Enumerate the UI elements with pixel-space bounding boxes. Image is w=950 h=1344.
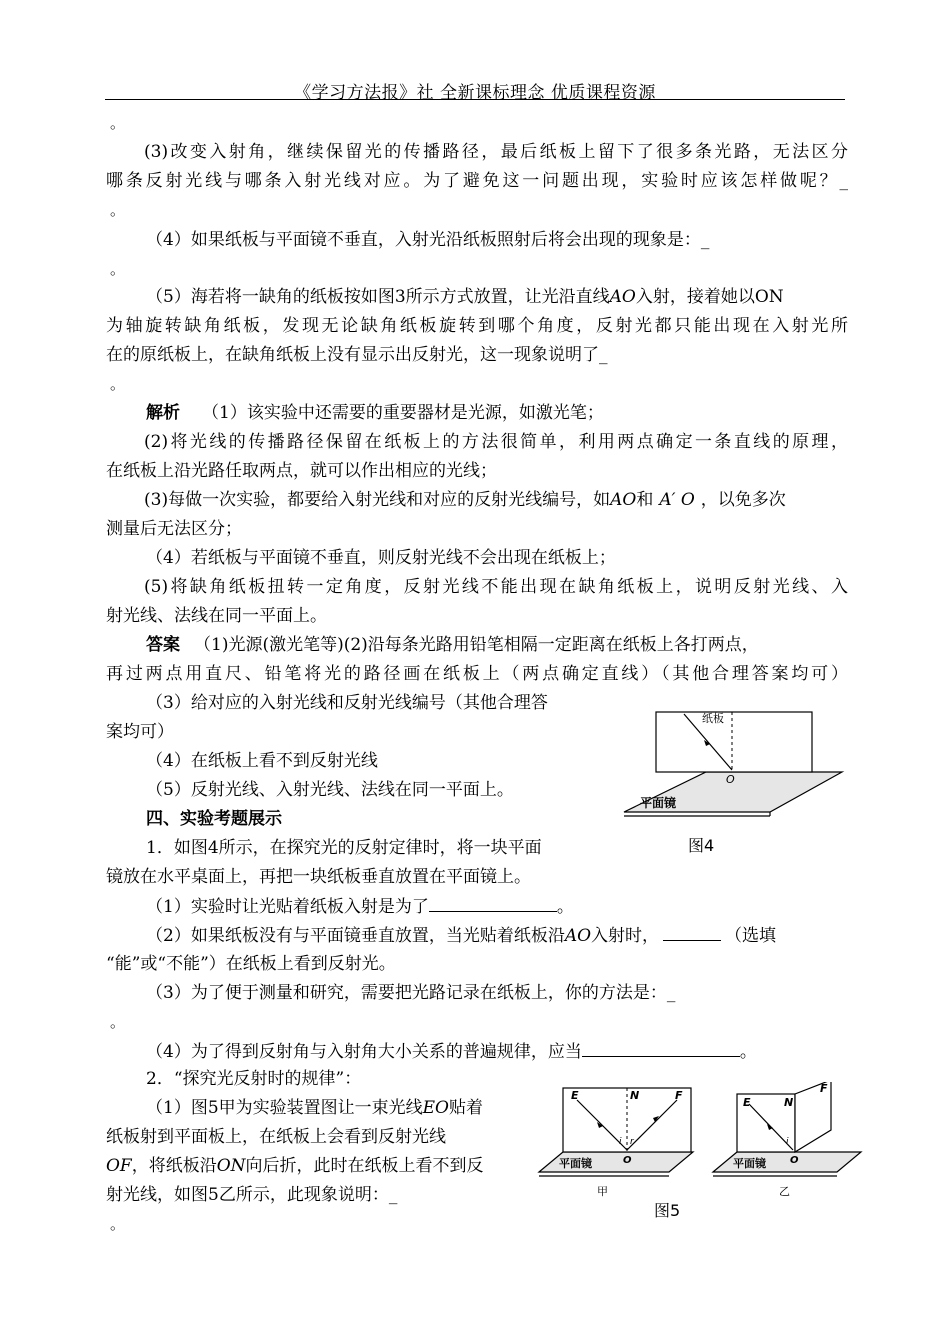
s4-q2-title: 2．“探究光反射时的规律”： xyxy=(146,1069,362,1089)
fig5-jia-i: i xyxy=(619,1137,622,1147)
fig5-jia-r: r xyxy=(630,1137,634,1147)
analysis-p4: （4）若纸板与平面镜不垂直，则反射光线不会出现在纸板上； xyxy=(146,548,616,568)
s4-q2-1-line3 xyxy=(106,1155,484,1177)
analysis-p1-text: （1）该实验中还需要的重要器材是光源，如激光笔； xyxy=(202,403,604,423)
header-divider xyxy=(105,99,845,100)
answer-a5: （5）反射光线、入射光线、法线在同一平面上。 xyxy=(146,780,514,800)
fig4-o-label: O xyxy=(726,773,735,786)
s4-q2-1-text-a: （1）图5甲为实验装置图让一束光线 xyxy=(146,1098,423,1118)
fig5-jia-o: O xyxy=(623,1155,632,1166)
s4-q1-2-text-a: （2）如果纸板没有与平面镜垂直放置，当光贴着纸板沿 xyxy=(146,926,565,946)
fig5-yi-i: i xyxy=(786,1137,789,1147)
period-mark: 。 xyxy=(110,1215,126,1233)
analysis-p3-line1 xyxy=(144,489,786,511)
s4-q1-2-line2: “能”或“不能”）在纸板上看到反射光。 xyxy=(106,954,396,974)
s4-q1-1-text: （1）实验时让光贴着纸板入射是为了 xyxy=(146,897,429,917)
analysis-p2-line2: 在纸板上沿光路任取两点，就可以作出相应的光线； xyxy=(106,461,497,481)
fig5-jia-n: N xyxy=(630,1089,640,1102)
period-mark: 。 xyxy=(110,1013,126,1031)
fig5-yi-mirror-label: 平面镜 xyxy=(733,1157,766,1170)
analysis-p3-text-b: 和 xyxy=(636,490,654,510)
fig5-yi-f: F xyxy=(820,1082,828,1095)
s4-q1-4-text: （4）为了得到反射角与入射角大小关系的普遍规律，应当 xyxy=(146,1042,582,1062)
s4-q1-line2: 镜放在水平桌面上，再把一块纸板垂直放置在平面镜上。 xyxy=(106,867,531,887)
q3-line1: (3)改变入射角，继续保留光的传播路径，最后纸板上留下了很多条光路，无法区分 xyxy=(144,142,848,162)
answer-blank[interactable] xyxy=(582,1040,740,1057)
answer-label: 答案 xyxy=(146,635,180,655)
s4-q1-3: （3）为了便于测量和研究，需要把光路记录在纸板上，你的方法是：_ xyxy=(146,983,676,1003)
period-mark: 。 xyxy=(556,897,574,917)
fig5-jia xyxy=(539,1088,693,1198)
fig5-yi-name: 乙 xyxy=(779,1185,790,1198)
s4-q1-4 xyxy=(146,1040,757,1063)
q3-line2: 哪条反射光线与哪条入射光线对应。为了避免这一问题出现，实验时应该怎样做呢？_ xyxy=(106,171,848,191)
s4-q1-2-ao: AO xyxy=(564,926,592,946)
answer-a3-line1: （3）给对应的入射光线和反射光线编号（其他合理答 xyxy=(146,693,548,713)
answer-line1 xyxy=(146,634,759,656)
s4-q2-1-of: OF xyxy=(106,1156,132,1176)
fig4-board-label: 纸板 xyxy=(702,712,724,725)
answer-blank[interactable] xyxy=(429,895,557,912)
q5-line1-text-b: 入射，接着她以ON xyxy=(635,287,784,307)
fig5-jia-name: 甲 xyxy=(597,1185,608,1198)
analysis-p2-line1: (2)将光线的传播路径保留在纸板上的方法很简单，利用两点确定一条直线的原理， xyxy=(144,432,848,452)
s4-q1-2-line1 xyxy=(146,924,776,947)
figure-4-caption: 图4 xyxy=(688,836,715,855)
section4-title: 四、实验考题展示 xyxy=(146,809,282,829)
period-mark: 。 xyxy=(110,260,126,278)
answer-line2: 再过两点用直尺、铅笔将光的路径画在纸板上（两点确定直线）（其他合理答案均可） xyxy=(106,664,848,684)
q4-line1: （4）如果纸板与平面镜不垂直，入射光沿纸板照射后将会出现的现象是：_ xyxy=(146,230,710,250)
q5-line1 xyxy=(146,286,784,308)
page-header: 《学习方法报》社 全新课标理念 优质课程资源 xyxy=(294,83,656,103)
figure-5-caption: 图5 xyxy=(654,1201,681,1220)
analysis-p5-line1: (5)将缺角纸板扭转一定角度，反射光线不能出现在缺角纸板上，说明反射光线、入 xyxy=(144,577,848,597)
period-mark: 。 xyxy=(739,1042,757,1062)
s4-q1-2-text-c: （选填 xyxy=(725,926,777,946)
s4-q2-1-on: ON xyxy=(216,1156,246,1176)
s4-q1-line1: 1．如图4所示，在探究光的反射定律时，将一块平面 xyxy=(146,838,542,858)
analysis-label: 解析 xyxy=(146,403,180,423)
answer-a3-line2: 案均可） xyxy=(106,722,174,742)
analysis-p3-line2: 测量后无法区分； xyxy=(106,519,242,539)
fig5-yi-n: N xyxy=(784,1096,794,1109)
q5-line1-text-a: （5）海若将一缺角的纸板按如图3所示方式放置，让光沿直线 xyxy=(146,287,610,307)
s4-q2-1-text-d: 向后折，此时在纸板上看不到反 xyxy=(245,1156,484,1176)
s4-q2-1-text-c: ，将纸板沿 xyxy=(131,1156,217,1176)
s4-q2-1-line4: 射光线，如图5乙所示，此现象说明：_ xyxy=(106,1185,398,1205)
fig5-yi-o: O xyxy=(790,1155,799,1166)
answer-blank[interactable] xyxy=(663,924,721,941)
analysis-p3-text-c: ，以免多次 xyxy=(700,490,786,510)
s4-q2-1-eo: EO xyxy=(422,1098,449,1118)
analysis-p3-text-a: (3)每做一次实验，都要给入射光线和对应的反射光线编号，如 xyxy=(144,490,611,510)
period-mark: 。 xyxy=(110,375,126,393)
analysis-p3-ao: AO xyxy=(610,490,637,510)
analysis-p1 xyxy=(146,402,604,424)
fig5-jia-mirror-label: 平面镜 xyxy=(559,1157,592,1170)
s4-q1-1 xyxy=(146,895,574,918)
period-mark: 。 xyxy=(110,114,126,132)
figure-4 xyxy=(620,700,845,825)
period-mark: 。 xyxy=(110,201,126,219)
fig4-mirror-label: 平面镜 xyxy=(640,796,677,810)
fig5-yi xyxy=(713,1082,861,1198)
fig5-yi-e: E xyxy=(743,1096,751,1109)
fig5-jia-e: E xyxy=(571,1089,579,1102)
fig5-jia-f: F xyxy=(675,1089,683,1102)
analysis-p5-line2: 射光线、法线在同一平面上。 xyxy=(106,606,327,626)
s4-q1-2-text-b: 入射时， xyxy=(591,926,660,946)
answer-a4: （4）在纸板上看不到反射光线 xyxy=(146,751,378,771)
q5-line2: 为轴旋转缺角纸板，发现无论缺角纸板旋转到哪个角度，反射光都只能出现在入射光所 xyxy=(106,316,848,336)
s4-q2-1-line1 xyxy=(146,1097,483,1119)
answer-line1-text: （1)光源(激光笔等)(2)沿每条光路用铅笔相隔一定距离在纸板上各打两点， xyxy=(194,635,759,655)
figure-5 xyxy=(535,1082,865,1202)
q5-line1-ao: AO xyxy=(609,287,636,307)
analysis-p3-a-prime-o: A′ O xyxy=(659,490,695,510)
s4-q2-1-line2: 纸板射到平面板上，在纸板上会看到反射光线 xyxy=(106,1127,446,1147)
s4-q2-1-text-b: 贴着 xyxy=(449,1098,483,1118)
q5-line3: 在的原纸板上，在缺角纸板上没有显示出反射光，这一现象说明了_ xyxy=(106,345,608,365)
fig4-board xyxy=(656,712,812,772)
